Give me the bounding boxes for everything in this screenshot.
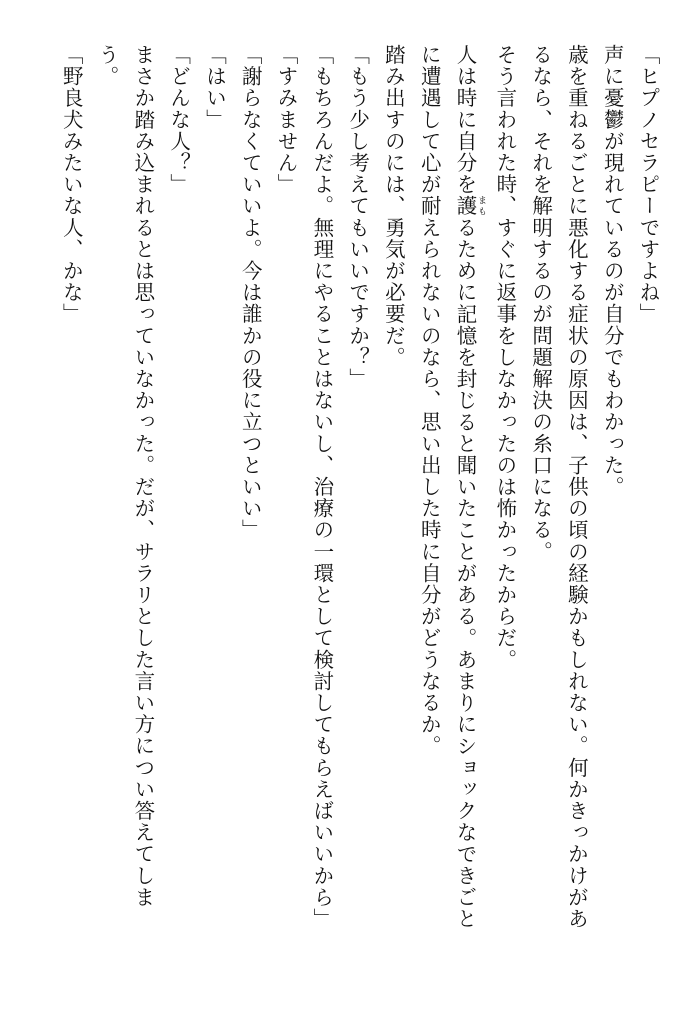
furigana-mamo: 護 まも xyxy=(453,195,487,217)
text-line-5: そう言われた時、すぐに返事をしなかったのは怖かったからだ。 xyxy=(492,44,517,671)
text-line-3: 歳を重ねるごとに悪化する症状の原因は、子供の頃の経験かもしれない。何かきっかけがあ xyxy=(564,44,589,930)
text-line-15: まさか踏み込まれるとは思っていなかった。だが、サラリとした言い方につい答えてしま xyxy=(130,44,155,908)
text-line-4: るなら、それを解明するのが問題解決の糸口になる。 xyxy=(528,44,553,563)
text-line-2: 声に憂鬱が現れているのが自分でもわかった。 xyxy=(600,44,625,498)
vertical-text-body xyxy=(45,44,665,984)
text-line-10: 「もちろんだよ。無理にやることはないし、治療の一環として検討してもらえばいいから」 xyxy=(309,44,334,930)
text-line-9: 「もう少し考えてもいいですか？」 xyxy=(345,44,370,390)
text-line-17: 「野良犬みたいな人、かな」 xyxy=(59,44,84,325)
text-line-8: 踏み出すのには、勇気が必要だ。 xyxy=(381,44,406,368)
text-line-14: 「どんな人？」 xyxy=(166,44,191,196)
text-line-6: 人は時に自分を護 まもるために記憶を封じると聞いたことがある。あまりにショックなできごと xyxy=(453,44,487,930)
text-line-1: 「ヒプノセラピーですよね」 xyxy=(636,44,660,325)
text-line-13: 「はい」 xyxy=(202,44,227,131)
text-line-16: う。 xyxy=(95,44,120,88)
text-line-11: 「すみません」 xyxy=(274,44,299,196)
text-line-12: 「謝らなくていいよ。今は誰かの役に立つといい」 xyxy=(238,44,263,541)
text-line-7: に遭遇して心が耐えられないのなら、思い出した時に自分がどうなるか。 xyxy=(417,44,442,757)
